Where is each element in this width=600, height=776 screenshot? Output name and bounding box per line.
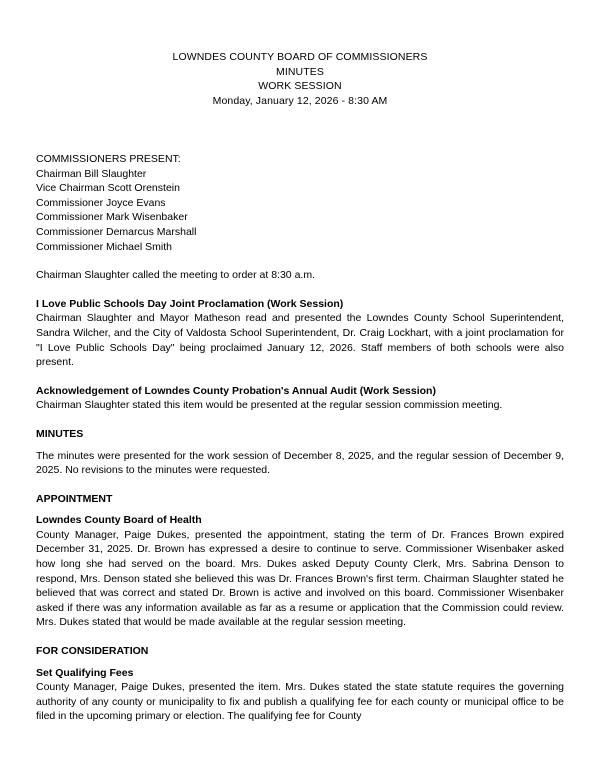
commissioner-name: Commissioner Michael Smith bbox=[36, 240, 172, 253]
section-body: Chairman Slaughter and Mayor Matheson read and presented the Lowndes County School Superintendent, Sandra Wilcher, and the City of Valdosta School Superintendent, Dr. Craig Lockhart, with a joint proclamation for "I Love Public Schools Day" being proclaimed January 12, 2026. Staff members of both schools were also present. bbox=[36, 312, 564, 369]
document-header bbox=[36, 50, 564, 108]
section-body: The minutes were presented for the work session of December 8, 2025, and the regular session of December 9, 2025. No revisions to the minutes were requested. bbox=[36, 449, 564, 477]
section-body: County Manager, Paige Dukes, presented the item. Mrs. Dukes stated the state statute requires the governing authority of any county or municipality to fix and publish a qualifying fee for each county or municipal office to be filed in the upcoming primary or election. The qualifying fee for County bbox=[36, 681, 564, 723]
section-subheading: Set Qualifying Fees bbox=[36, 666, 134, 679]
header-line-2: MINUTES bbox=[276, 65, 324, 78]
call-to-order-paragraph: Chairman Slaughter called the meeting to order at 8:30 a.m. bbox=[36, 269, 315, 282]
commissioners-present-block bbox=[36, 152, 564, 254]
section-body: County Manager, Paige Dukes, presented the appointment, stating the term of Dr. Frances Brown expired December 31, 2025. Dr. Brown has expressed a desire to continue to serve. Commissioner Wisenbaker asked how long she had served on the board. Mrs. Dukes asked Deputy County Clerk, Mrs. Sabrina Denson to respond, Mrs. Denson stated she believed this was Dr. Frances Brown's first term. Chairman Slaughter stated he believed that was correct and stated Dr. Brown is active and involved on this board. Commissioner Wisenbaker asked if there was any information available as far as a resume or application that the Commission could review. Mrs. Dukes stated that would be made available at the regular session meeting. bbox=[36, 528, 564, 629]
section-body: Chairman Slaughter stated this item would be presented at the regular session commission meeting. bbox=[36, 399, 503, 412]
section-appointment bbox=[36, 492, 564, 630]
section-heading: Acknowledgement of Lowndes County Probation's Annual Audit (Work Session) bbox=[36, 384, 436, 397]
header-line-1: LOWNDES COUNTY BOARD OF COMMISSIONERS bbox=[172, 51, 428, 63]
section-heading: FOR CONSIDERATION bbox=[36, 645, 149, 658]
section-heading: APPOINTMENT bbox=[36, 492, 113, 505]
commissioner-name: Chairman Bill Slaughter bbox=[36, 167, 147, 180]
section-heading: I Love Public Schools Day Joint Proclamation (Work Session) bbox=[36, 297, 344, 310]
section-for-consideration bbox=[36, 644, 564, 724]
header-line-3: WORK SESSION bbox=[258, 80, 342, 92]
commissioner-name: Commissioner Demarcus Marshall bbox=[36, 225, 197, 238]
section-minutes bbox=[36, 427, 564, 478]
commissioners-present-heading: COMMISSIONERS PRESENT: bbox=[36, 153, 181, 165]
commissioner-name: Commissioner Mark Wisenbaker bbox=[36, 211, 188, 224]
section-subheading: Lowndes County Board of Health bbox=[36, 514, 202, 527]
commissioner-name: Commissioner Joyce Evans bbox=[36, 196, 166, 209]
roster-spacer bbox=[36, 254, 564, 268]
section-heading: MINUTES bbox=[36, 427, 84, 440]
section-probation-audit bbox=[36, 384, 564, 413]
header-spacer bbox=[36, 108, 564, 152]
section-proclamation bbox=[36, 297, 564, 370]
header-line-4: Monday, January 12, 2026 - 8:30 AM bbox=[212, 94, 388, 107]
commissioner-name: Vice Chairman Scott Orenstein bbox=[36, 182, 180, 195]
